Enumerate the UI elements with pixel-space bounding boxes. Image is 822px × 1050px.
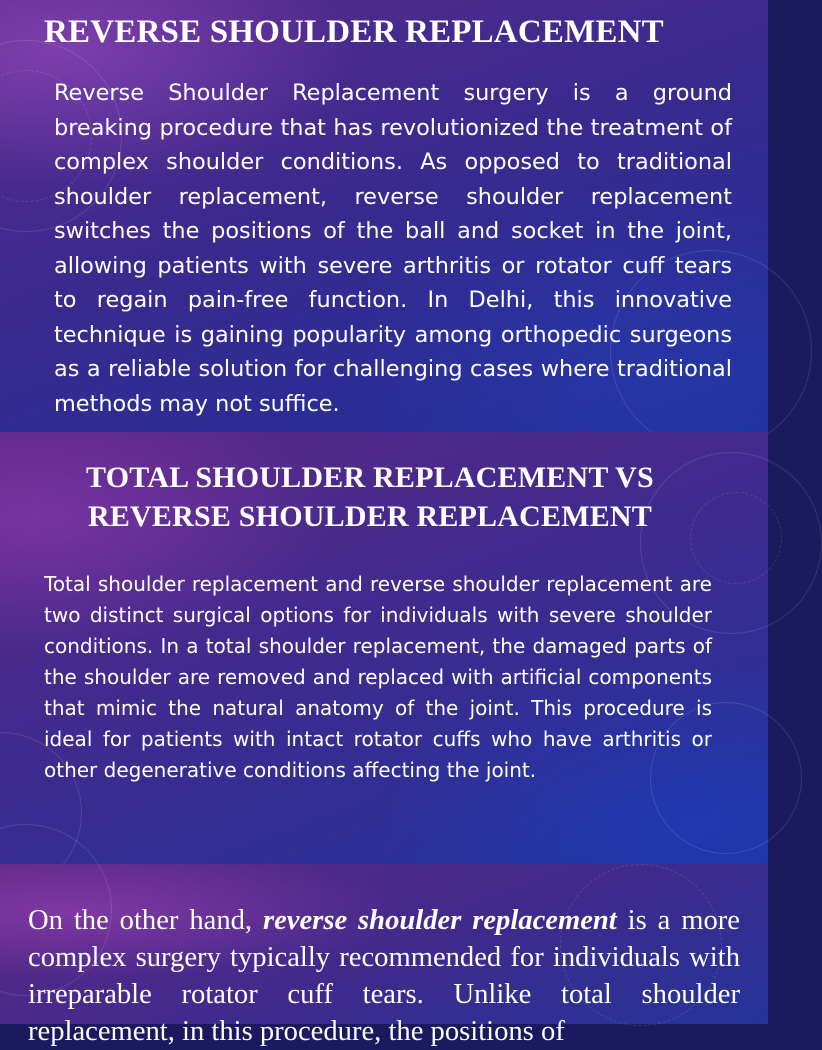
body-emphasis: reverse shoulder replacement bbox=[262, 905, 617, 936]
slide-body-text bbox=[28, 902, 740, 1050]
slide-title: TOTAL SHOULDER REPLACEMENT VS REVERSE SHOULDER REPLACEMENT bbox=[86, 461, 654, 533]
slide-title: REVERSE SHOULDER REPLACEMENT bbox=[44, 14, 664, 50]
slide-body-text: Reverse Shoulder Replacement surgery is a ground breaking procedure that has revolutionized the treatment of complex shoulder conditions. As opposed to traditional shoulder replacement, reverse shoulder replacement switches the positions of the ball and socket in the joint, allowing patients with severe arthritis or rotator cuff tears to regain pain-free function. In Delhi, this innovative technique is gaining popularity among orthopedic surgeons as a reliable solution for challenging cases where traditional methods may not suffice. bbox=[54, 80, 732, 417]
slide-body-text: Total shoulder replacement and reverse shoulder replacement are two distinct surgical options for individuals with severe shoulder conditions. In a total shoulder replacement, the damaged parts of the shoulder are removed and replaced with artificial components that mimic the natural anatomy of the joint. This procedure is ideal for patients with intact rotator cuffs who have arthritis or other degenerative conditions affecting the joint. bbox=[44, 572, 712, 782]
slide-total-vs-reverse bbox=[0, 432, 768, 864]
body-rest: is a more complex surgery typically recommended for individuals with irreparable rotator cuff tears. Unlike total shoulder replacement, in this procedure, the positions of bbox=[28, 905, 740, 1047]
body-intro: On the other hand, bbox=[28, 905, 253, 936]
slide-reverse-shoulder-replacement bbox=[0, 0, 768, 432]
slide-reverse-continued bbox=[0, 864, 768, 1047]
